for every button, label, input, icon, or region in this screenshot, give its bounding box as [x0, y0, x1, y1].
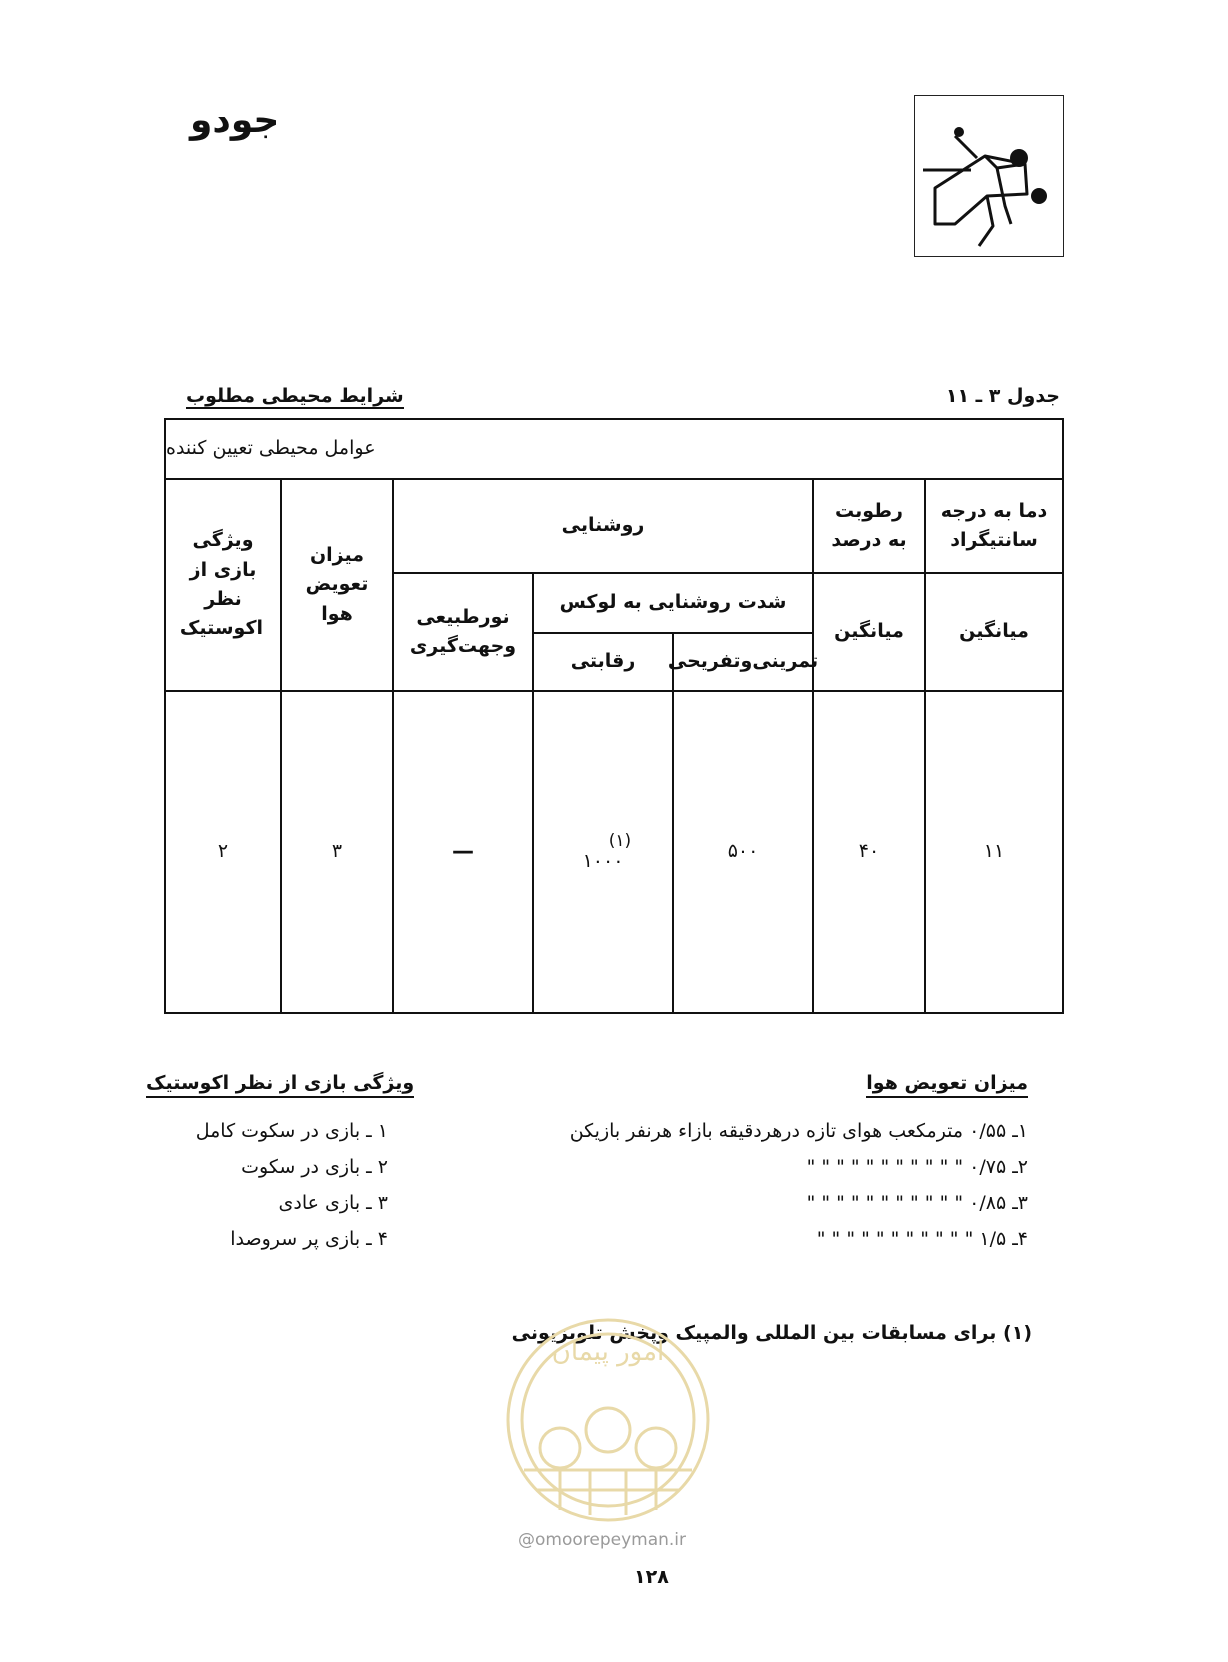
- page-title: جودو: [190, 100, 280, 141]
- sub-intensity-header: شدت روشنایی به لوکس: [559, 591, 787, 614]
- footnote: (۱) برای مسابقات بین المللی والمپیک وپخش تلویزیونی: [511, 1322, 1032, 1344]
- sub-average-temp: میانگین: [959, 620, 1029, 643]
- value-training-lux: ۵۰۰: [727, 840, 759, 863]
- group-header: عوامل محیطی تعیین کننده: [166, 437, 376, 460]
- col-humidity-header: رطوبت به درصد: [831, 499, 907, 551]
- page-number: ۱۲۸: [634, 1566, 669, 1588]
- sub-competition-header: رقابتی: [570, 650, 636, 673]
- acoustic-item-1: ۱ ـ بازی در سکوت کامل: [195, 1120, 388, 1142]
- value-acoustic: ۲: [217, 840, 229, 863]
- sub-natural-light-header: نورطبیعی وجهت‌گیری: [409, 605, 517, 657]
- environment-table: [164, 418, 1064, 1014]
- acoustic-title: [146, 1072, 414, 1094]
- sub-average-humidity: میانگین: [834, 620, 904, 643]
- col-acoustic-header: ویژگی بازی از نظر اکوستیک: [179, 529, 263, 640]
- acoustic-item-2: ۲ ـ بازی در سکوت: [241, 1156, 388, 1178]
- value-ventilation: ۳: [331, 840, 343, 863]
- acoustic-title-text: ویژگی بازی از نظر اکوستیک: [146, 1072, 414, 1098]
- value-temperature: ۱۱: [983, 840, 1005, 863]
- air-exchange-item-3: ۳ـ ۰/۸۵ " " " " " " " " " " ": [806, 1192, 1028, 1214]
- sub-training-header: تمرینی‌وتفریحی: [667, 650, 819, 673]
- air-exchange-item-4: ۴ـ ۱/۵ " " " " " " " " " " ": [816, 1228, 1028, 1250]
- col-lighting-header: روشنایی: [561, 514, 645, 537]
- col-ventilation-header: میزان تعویض هوا: [305, 543, 369, 625]
- value-humidity: ۴۰: [858, 840, 880, 863]
- value-competition-lux: ۱۰۰۰: [582, 849, 624, 872]
- table-caption-subject-text: شرایط محیطی مطلوب: [186, 385, 404, 407]
- watermark-website: @omoorepeyman.ir: [518, 1530, 687, 1550]
- air-exchange-title-text: میزان تعویض هوا: [866, 1072, 1028, 1098]
- value-competition-note: (۱): [608, 831, 632, 852]
- air-exchange-item-2: ۲ـ ۰/۷۵ " " " " " " " " " " ": [806, 1156, 1028, 1178]
- acoustic-item-4: ۴ ـ بازی پر سروصدا: [230, 1228, 388, 1250]
- table-caption-subject: [186, 385, 404, 407]
- table-caption-label: جدول ۳ ـ ۱۱: [945, 385, 1060, 407]
- value-natural-light: —: [452, 838, 474, 864]
- watermark-stamp-icon: [500, 1300, 716, 1540]
- watermark-stamp-text: امور پیمان: [551, 1337, 665, 1367]
- acoustic-item-3: ۳ ـ بازی عادی: [278, 1192, 388, 1214]
- air-exchange-title: [866, 1072, 1028, 1094]
- air-exchange-item-1: ۱ـ ۰/۵۵ مترمکعب هوای تازه درهردقیقه بازاء هرنفر بازیکن: [569, 1120, 1028, 1142]
- col-temperature-header: دما به درجه سانتیگراد: [940, 499, 1048, 551]
- judo-pictogram-icon: [914, 95, 1064, 257]
